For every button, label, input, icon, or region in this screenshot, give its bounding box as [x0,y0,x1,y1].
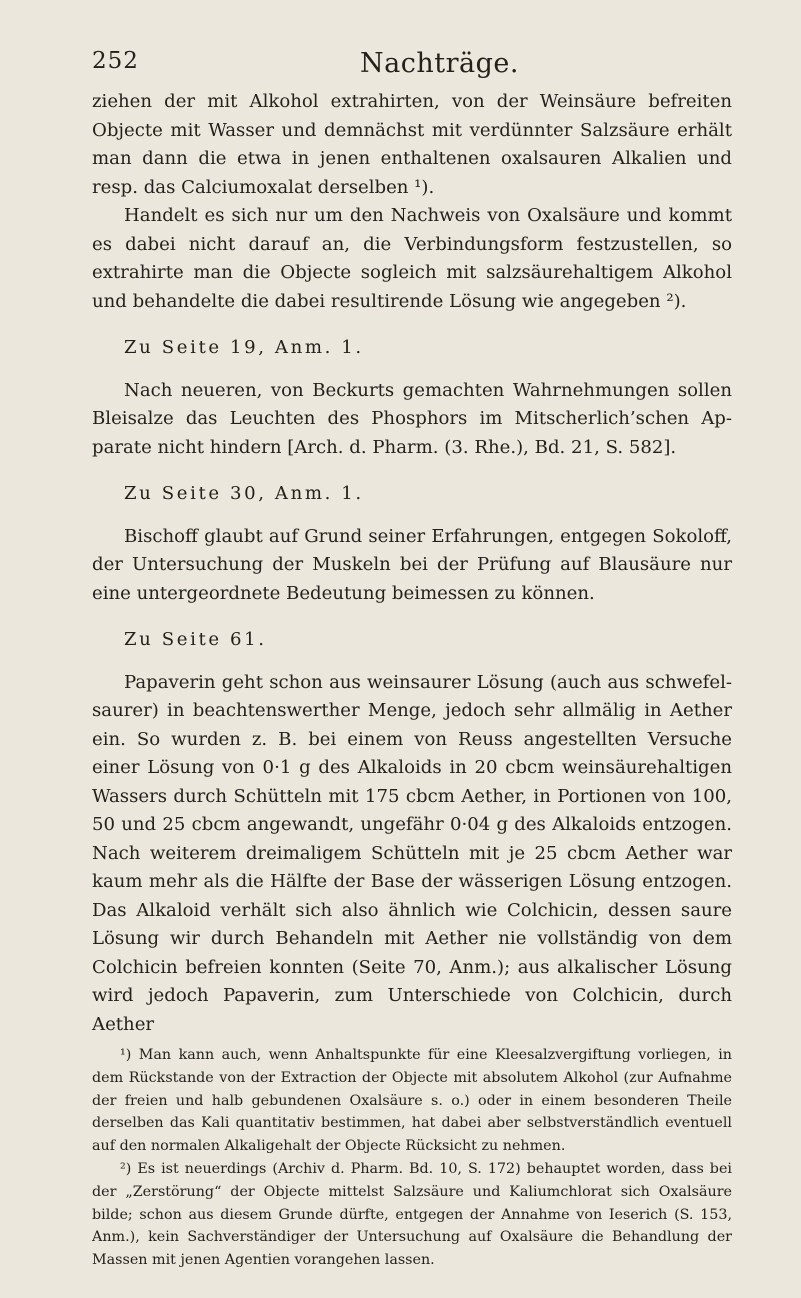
section-heading-page-19: Zu Seite 19, Anm. 1. [124,337,364,358]
paragraph-continuation: ziehen der mit Alkohol extrahirten, von der Weinsäure befreiten Objecte mit Wasser und demnächst mit verdünnter Salzsäure erhält man dann die etwa in jenen enthaltenen oxalsauren Alkalien und resp. das Calciumoxalat derselben ¹). [92,91,732,198]
page-number: 252 [92,48,139,74]
footnote-1: ¹) Man kann auch, wenn Anhaltspunkte für eine Kleesalzvergiftung vorliegen, in dem Rückstande von der Extraction der Objecte mit absolutem Alkohol (zur Aufnahme der freien und halb gebundenen Oxalsäure s. o.) oder in einem besonderen Theile derselben das Kali quantitativ bestimmen, hat dabei aber selbstverständlich eventuell auf den normalen Alkaligehalt der Objecte Rücksicht zu nehmen. [92,1047,732,1155]
section-heading-page-30: Zu Seite 30, Anm. 1. [124,483,364,504]
footnotes [92,1044,732,1272]
footnote-2: ²) Es ist neuerdings (Archiv d. Pharm. Bd. 10, S. 172) behauptet worden, dass bei der „Zerstörung“ der Objecte mittelst Salzsäure und Kaliumchlorat sich Oxalsäure bilde; schon aus diesem Grunde dürfte, entgegen der Annahme von Ieserich (S. 153, Anm.), kein Sachverständiger der Untersuchung auf Oxalsäure die Behandlung der Massen mit jenen Agentien vorangehen lassen. [92,1160,732,1269]
paragraph-bischoff: Bischoff glaubt auf Grund seiner Erfahrungen, entgegen Sokoloff, der Untersuchung der Muskeln bei der Prüfung auf Blausäure nur eine untergeordnete Bedeutung beimessen zu können. [92,525,732,604]
page-header [92,48,732,80]
paragraph-papaverin: Papaverin geht schon aus weinsaurer Lösung (auch aus schwefelsaurer) in beachtenswerther Menge, jedoch sehr allmälig in Aether ein. So wurden z. B. bei einem von Reuss angestellten Versuche einer Lösung von 0·1 g des Alkaloids in 20 cbcm weinsäurehaltigen Wassers durch Schütteln mit 175 cbcm Aether, in Portionen von 100, 50 und 25 cbcm angewandt, ungefähr 0·04 g des Alkaloids entzogen. Nach weiterem dreimaligem Schütteln mit je 25 cbcm Aether war kaum mehr als die Hälfte der Base der wässerigen Lösung entzogen. Das Alkaloid verhält sich also ähnlich wie Colchicin, dessen saure Lösung wir durch Behandeln mit Aether nie vollständig von dem Colchicin befreien konnten (Seite 70, Anm.); aus alkalischer Lösung wird jedoch Papaverin, zum Unterschiede von Colchicin, durch Aether [92,671,732,1035]
running-title: Nachträge. [360,48,519,79]
paragraph-oxalic-acid: Handelt es sich nur um den Nachweis von Oxalsäure und kommt es dabei nicht darauf an, die Verbindungsform festzustellen, so extrahirte man die Objecte sogleich mit salzsäurehaltigem Alkohol und behandelte die dabei resultirende Lösung wie angegeben ²). [92,205,732,312]
paragraph-beckurts: Nach neueren, von Beckurts gemachten Wahrnehmungen sollen Bleisalze das Leuchten des Phosphors im Mitscherlich’schen Apparate nicht hindern [Arch. d. Pharm. (3. Rhe.), Bd. 21, S. 582]. [92,379,732,458]
section-heading-page-61: Zu Seite 61. [124,629,267,650]
main-text [92,88,732,1039]
